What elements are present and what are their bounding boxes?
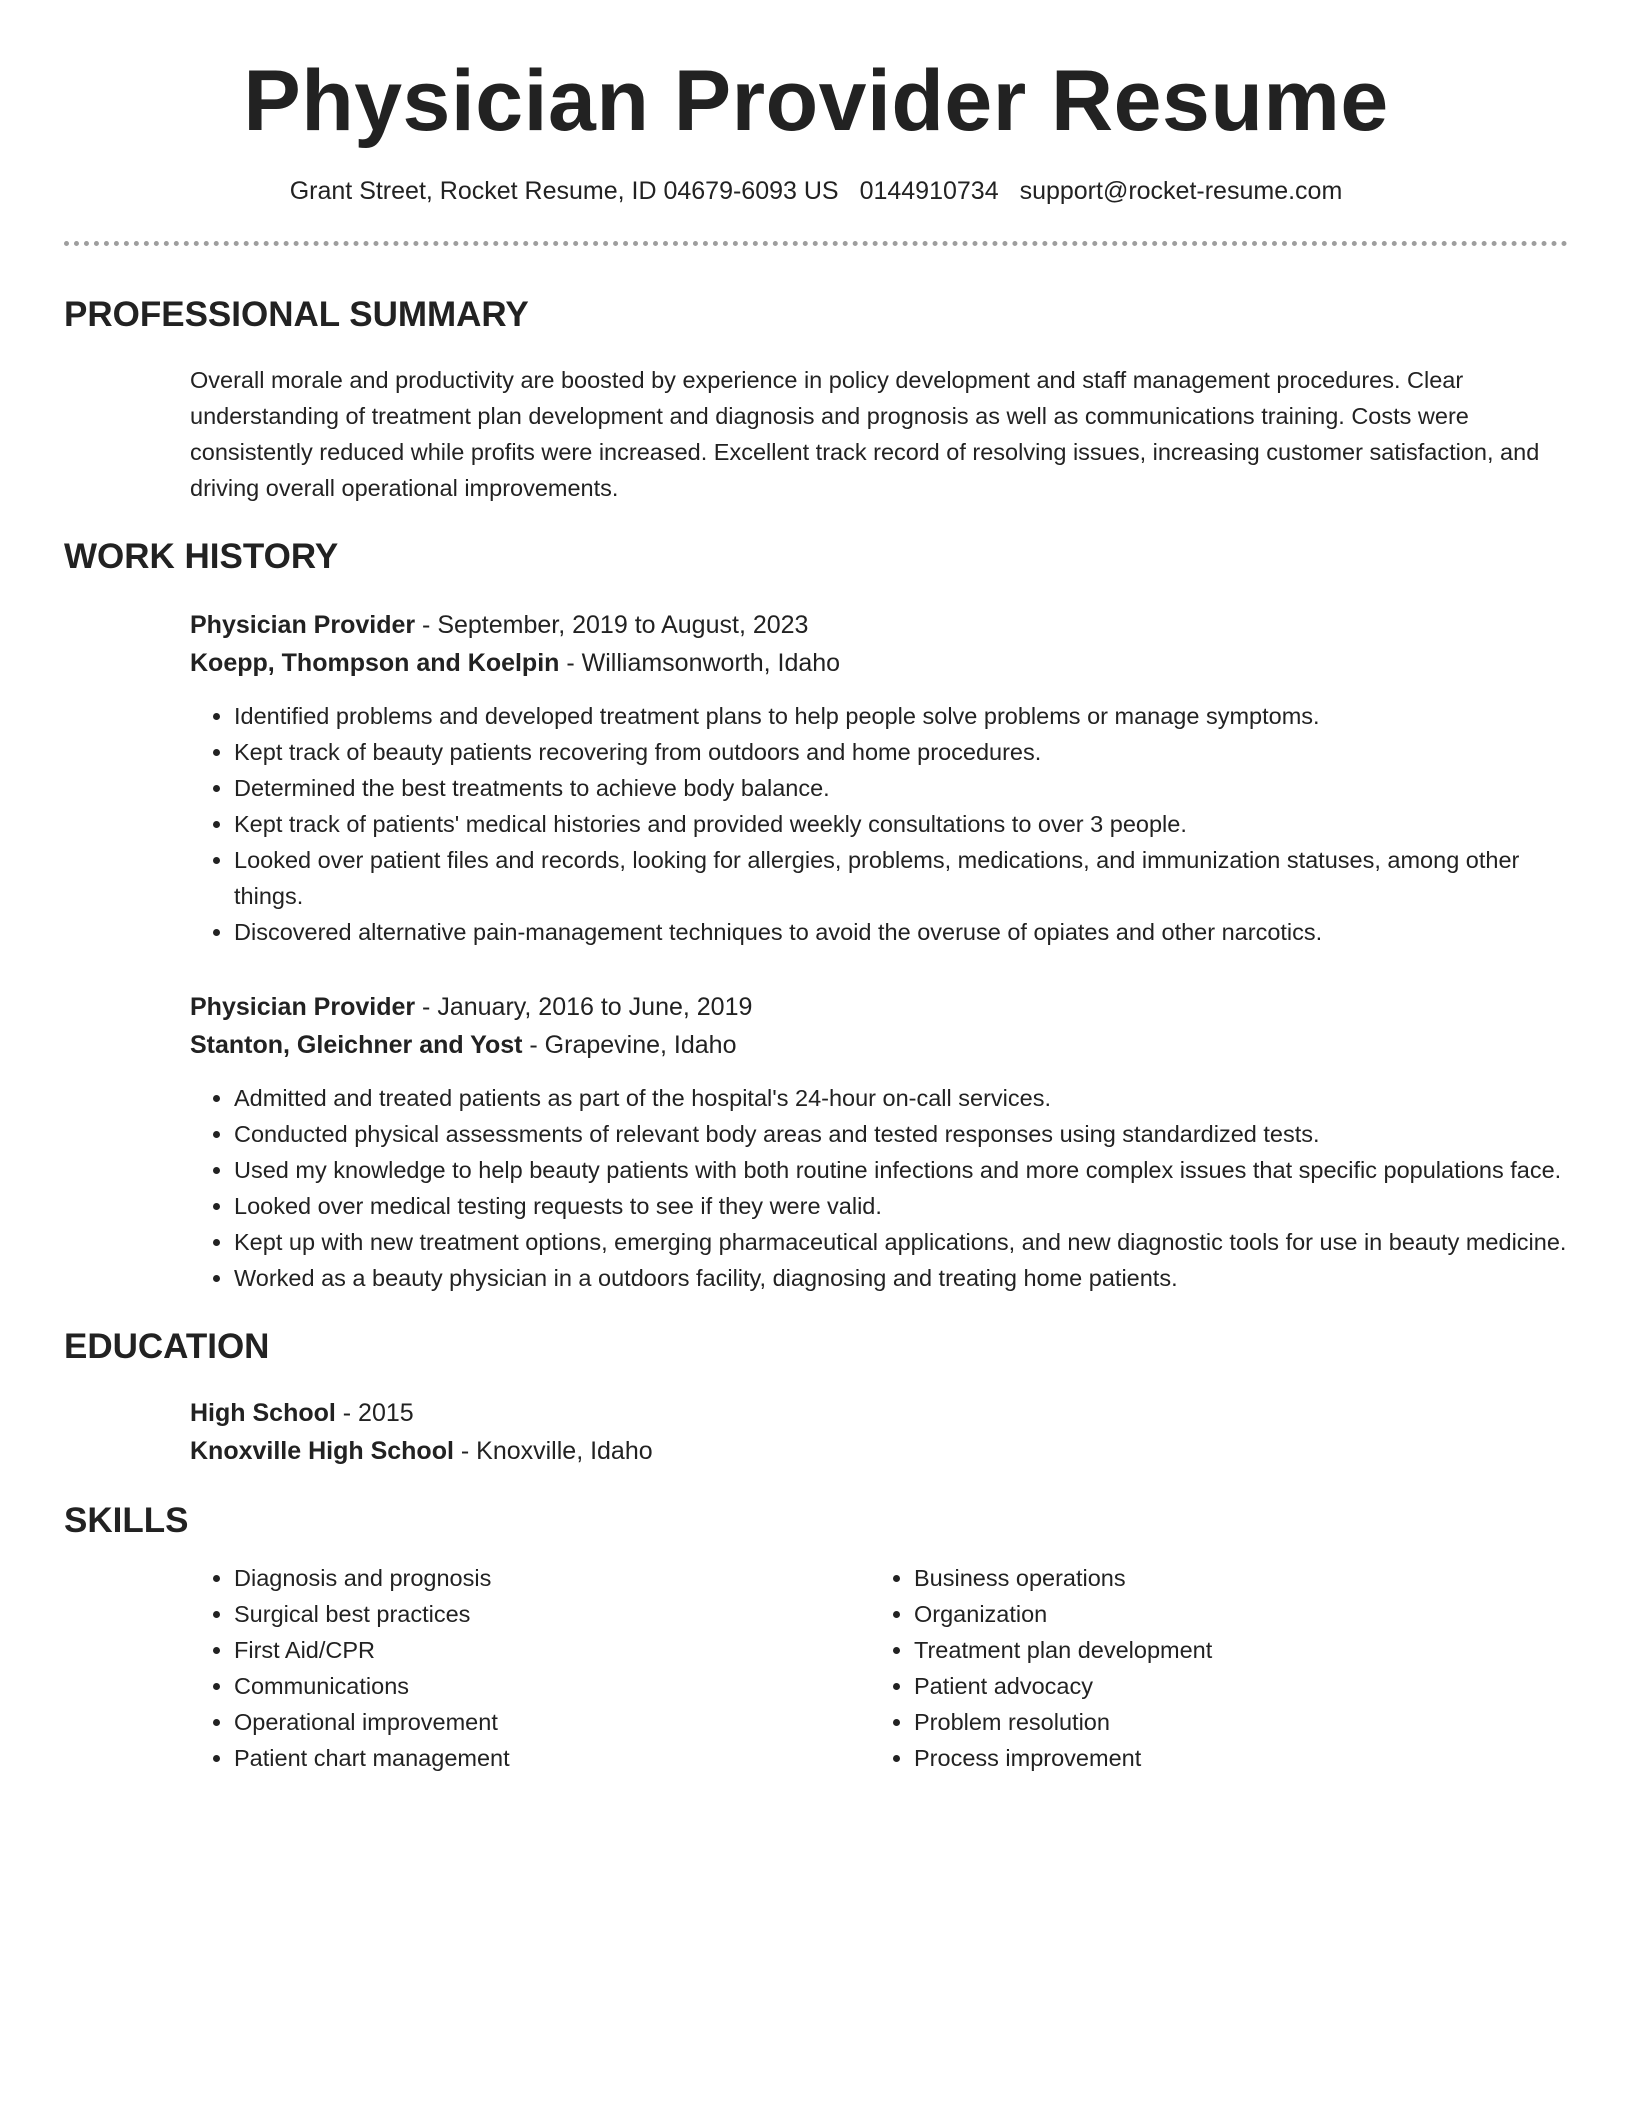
list-item: • Kept track of beauty patients recovering from outdoors and home procedures.	[234, 734, 1568, 770]
list-item: • Business operations	[914, 1560, 1550, 1596]
education-degree: High School	[190, 1399, 336, 1428]
job-role-line	[190, 988, 1568, 1026]
education-degree-line	[190, 1394, 1568, 1432]
skills-column-left	[190, 1560, 870, 1776]
contact-email: support@rocket-resume.com	[1019, 176, 1343, 205]
list-item: • Patient advocacy	[914, 1668, 1550, 1704]
header-divider	[64, 241, 1568, 246]
list-item: • Kept track of patients' medical histories and provided weekly consultations to over 3 people.	[234, 806, 1568, 842]
resume-header	[64, 0, 1568, 246]
job-role: Physician Provider	[190, 611, 416, 640]
list-item: • Patient chart management	[234, 1740, 870, 1776]
job-company: Koepp, Thompson and Koelpin	[190, 649, 560, 678]
list-item: • Organization	[914, 1596, 1550, 1632]
job-dates: - September, 2019 to August, 2023	[415, 611, 809, 640]
job-role: Physician Provider	[190, 993, 416, 1022]
summary-heading: PROFESSIONAL SUMMARY	[64, 295, 529, 335]
skills-heading: SKILLS	[64, 1501, 189, 1541]
list-item: • Used my knowledge to help beauty patients with both routine infections and more complex issues that specific populations face.	[234, 1152, 1568, 1188]
resume-title: Physician Provider Resume	[243, 53, 1389, 149]
education-entry	[190, 1394, 1568, 1470]
job-location: - Williamsonworth, Idaho	[559, 649, 841, 678]
list-item: • Kept up with new treatment options, emerging pharmaceutical applications, and new diagnostic tools for use in beauty medicine.	[234, 1224, 1568, 1260]
list-item: • Surgical best practices	[234, 1596, 870, 1632]
job-entry	[190, 606, 1568, 950]
list-item: • Admitted and treated patients as part of the hospital's 24-hour on-call services.	[234, 1080, 1568, 1116]
list-item: • Diagnosis and prognosis	[234, 1560, 870, 1596]
list-item: • Operational improvement	[234, 1704, 870, 1740]
education-school-line	[190, 1432, 1568, 1470]
skills-column-right	[870, 1560, 1550, 1776]
list-item: • Treatment plan development	[914, 1632, 1550, 1668]
contact-address: Grant Street, Rocket Resume, ID 04679-6093 US	[289, 176, 839, 205]
education-location: - Knoxville, Idaho	[453, 1437, 653, 1466]
list-item: • Identified problems and developed treatment plans to help people solve problems or manage symptoms.	[234, 698, 1568, 734]
job-company-line	[190, 644, 1568, 682]
list-item: • Looked over medical testing requests to see if they were valid.	[234, 1188, 1568, 1224]
job-company: Stanton, Gleichner and Yost	[190, 1031, 523, 1060]
education-heading: EDUCATION	[64, 1327, 270, 1367]
list-item: • Looked over patient files and records, looking for allergies, problems, medications, and immunization statuses, among other things.	[234, 842, 1568, 914]
list-item: • Conducted physical assessments of relevant body areas and tested responses using standardized tests.	[234, 1116, 1568, 1152]
list-item: • Determined the best treatments to achieve body balance.	[234, 770, 1568, 806]
job-entry	[190, 988, 1568, 1296]
skills-section	[64, 1500, 1568, 1776]
job-company-line	[190, 1026, 1568, 1064]
education-school: Knoxville High School	[190, 1437, 454, 1466]
job-duties-list	[190, 1080, 1568, 1296]
list-item: • Process improvement	[914, 1740, 1550, 1776]
education-year: - 2015	[335, 1399, 414, 1428]
contact-phone: 0144910734	[859, 176, 999, 205]
list-item: • First Aid/CPR	[234, 1632, 870, 1668]
skills-grid	[190, 1560, 1568, 1776]
list-item: • Worked as a beauty physician in a outdoors facility, diagnosing and treating home patients.	[234, 1260, 1568, 1296]
work-history-section	[64, 536, 1568, 1296]
list-item: • Discovered alternative pain-management techniques to avoid the overuse of opiates and other narcotics.	[234, 914, 1568, 950]
job-location: - Grapevine, Idaho	[522, 1031, 737, 1060]
job-role-line	[190, 606, 1568, 644]
job-dates: - January, 2016 to June, 2019	[415, 993, 753, 1022]
list-item: • Communications	[234, 1668, 870, 1704]
job-duties-list	[190, 698, 1568, 950]
education-section	[64, 1326, 1568, 1470]
list-item: • Problem resolution	[914, 1704, 1550, 1740]
work-history-heading: WORK HISTORY	[64, 537, 339, 577]
summary-section	[64, 294, 1568, 506]
summary-text: Overall morale and productivity are boosted by experience in policy development and staff management procedures. Clear understanding of treatment plan development and diagnosis and prognosis as well as communications training. Costs were consistently reduced while profits were increased. Excellent track record of resolving issues, increasing customer satisfaction, and driving overall operational improvements.	[190, 367, 1540, 502]
contact-line	[64, 175, 1568, 208]
